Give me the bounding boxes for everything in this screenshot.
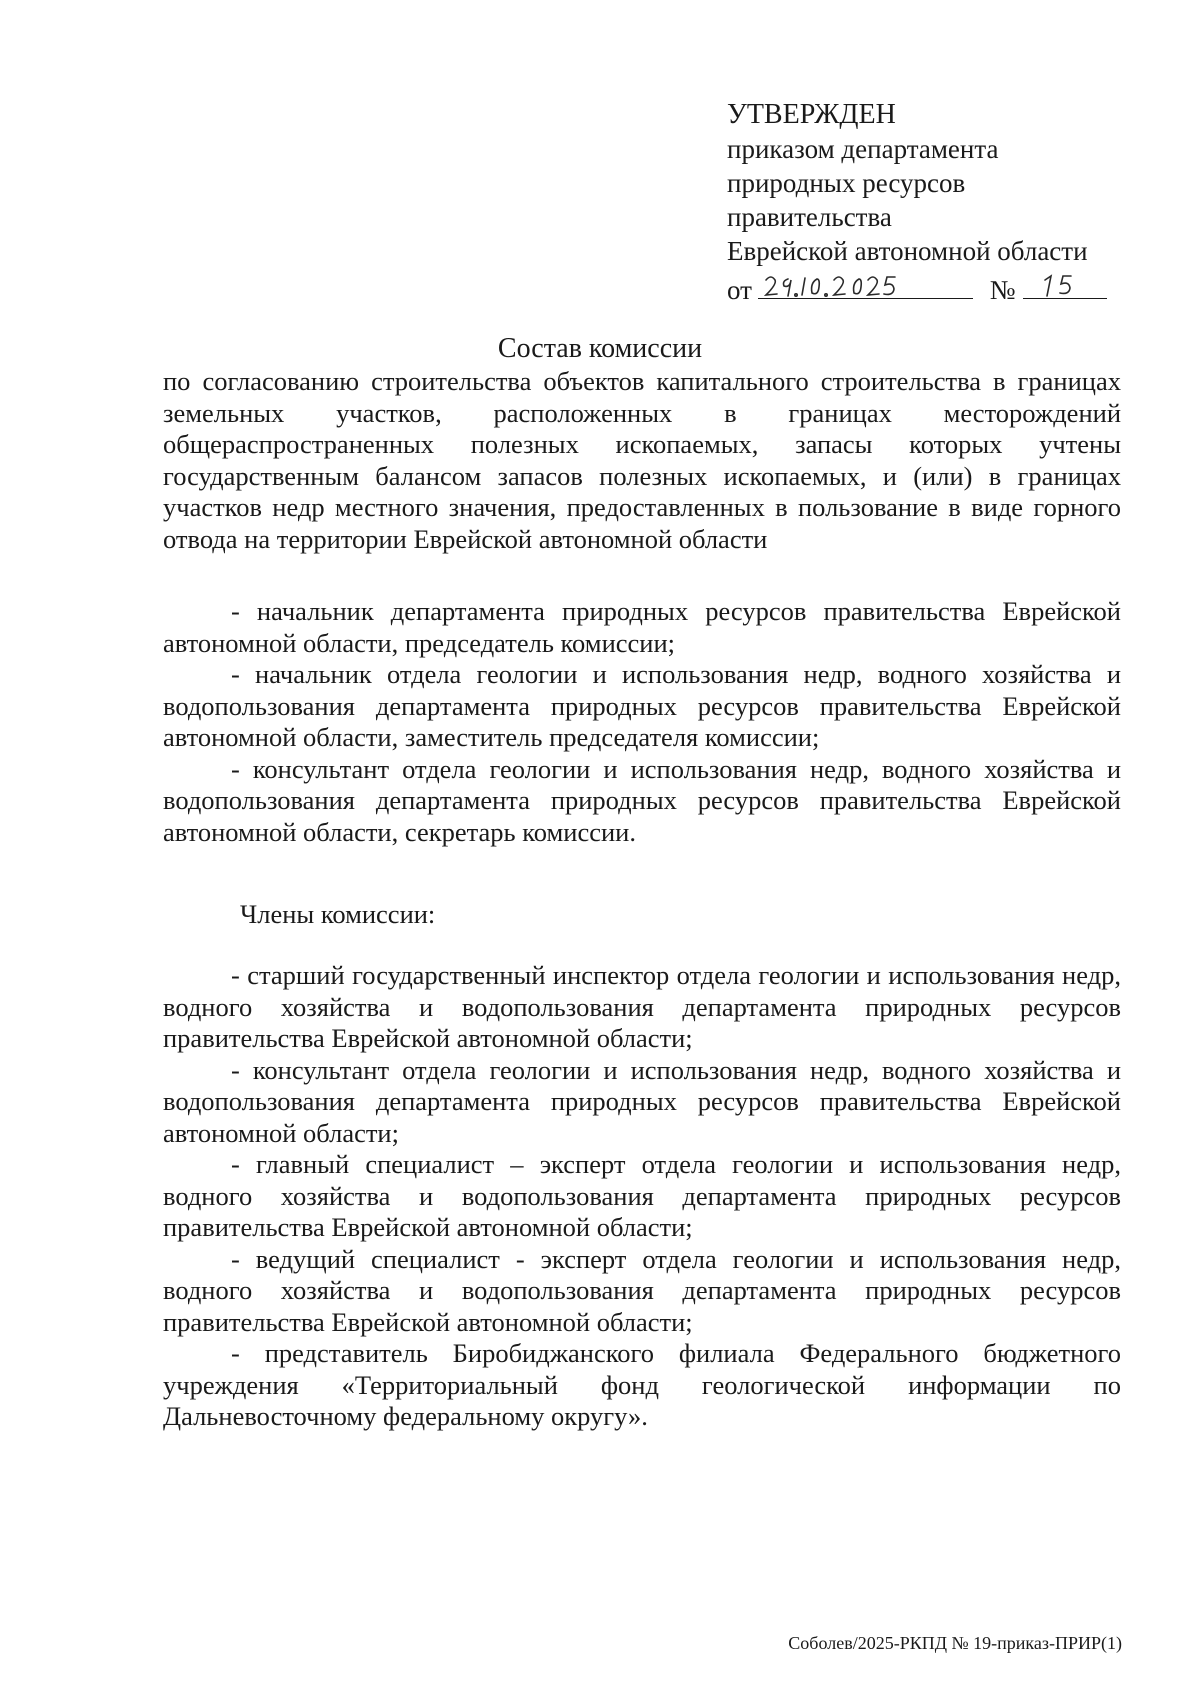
members-list [163, 960, 1121, 1433]
list-item: - консультант отдела геологии и использования недр, водного хозяйства и водопользования департамента природных ресурсов правительства Еврейской автономной области, секретарь комиссии. [163, 753, 1121, 847]
list-item: - старший государственный инспектор отдела геологии и использования недр, водного хозяйства и водопользования департамента природных ресурсов правительства Еврейской автономной области; [163, 960, 1121, 1053]
approval-line: природных ресурсов [727, 168, 966, 198]
number-sign: № [989, 275, 1016, 305]
commission-subject: по согласованию строительства объектов капитального строительства в границах земельных участков, расположенных в границах месторождений общераспространенных полезных ископаемых, запасы которых учтены государственным балансом запасов полезных ископаемых, и (или) в границах участков недр местного значения, предоставленных в пользование в виде горного отвода на территории Еврейской автономной области [163, 366, 1121, 554]
handwritten-number [1023, 268, 1107, 299]
approval-line: Еврейской автономной области [727, 236, 1088, 266]
leadership-list [163, 596, 1121, 848]
list-item: - начальник департамента природных ресурсов правительства Еврейской автономной области, председатель комиссии; [163, 596, 1121, 658]
date-prefix: от [727, 275, 752, 305]
members-heading: Члены комиссии: [240, 899, 436, 929]
order-reference [727, 268, 1147, 307]
list-item: - представитель Биробиджанского филиала Федерального бюджетного учреждения «Территориальный фонд геологической информации по Дальневосточному федеральному округу». [163, 1338, 1121, 1431]
list-item: - ведущий специалист - эксперт отдела геологии и использования недр, водного хозяйства и водопользования департамента природных ресурсов правительства Еврейской автономной области; [163, 1243, 1121, 1337]
list-item: - консультант отдела геологии и использования недр, водного хозяйства и водопользования департамента природных ресурсов правительства Еврейской автономной области; [163, 1054, 1121, 1148]
document-title: Состав комиссии [497, 333, 703, 364]
list-item: - начальник отдела геологии и использования недр, водного хозяйства и водопользования департамента природных ресурсов правительства Еврейской автономной области, заместитель председателя комиссии; [163, 659, 1121, 752]
approval-line: приказом департамента [727, 134, 999, 164]
approval-heading: УТВЕРЖДЕН [727, 99, 896, 130]
approval-stamp [727, 98, 1147, 307]
handwritten-date [758, 268, 973, 299]
list-item: - главный специалист – эксперт отдела геологии и использования недр, водного хозяйства и водопользования департамента природных ресурсов правительства Еврейской автономной области; [163, 1149, 1121, 1242]
document-footer-code: Соболев/2025-РКПД № 19-приказ-ПРИР(1) [788, 1633, 1122, 1653]
approval-line: правительства [727, 202, 892, 232]
